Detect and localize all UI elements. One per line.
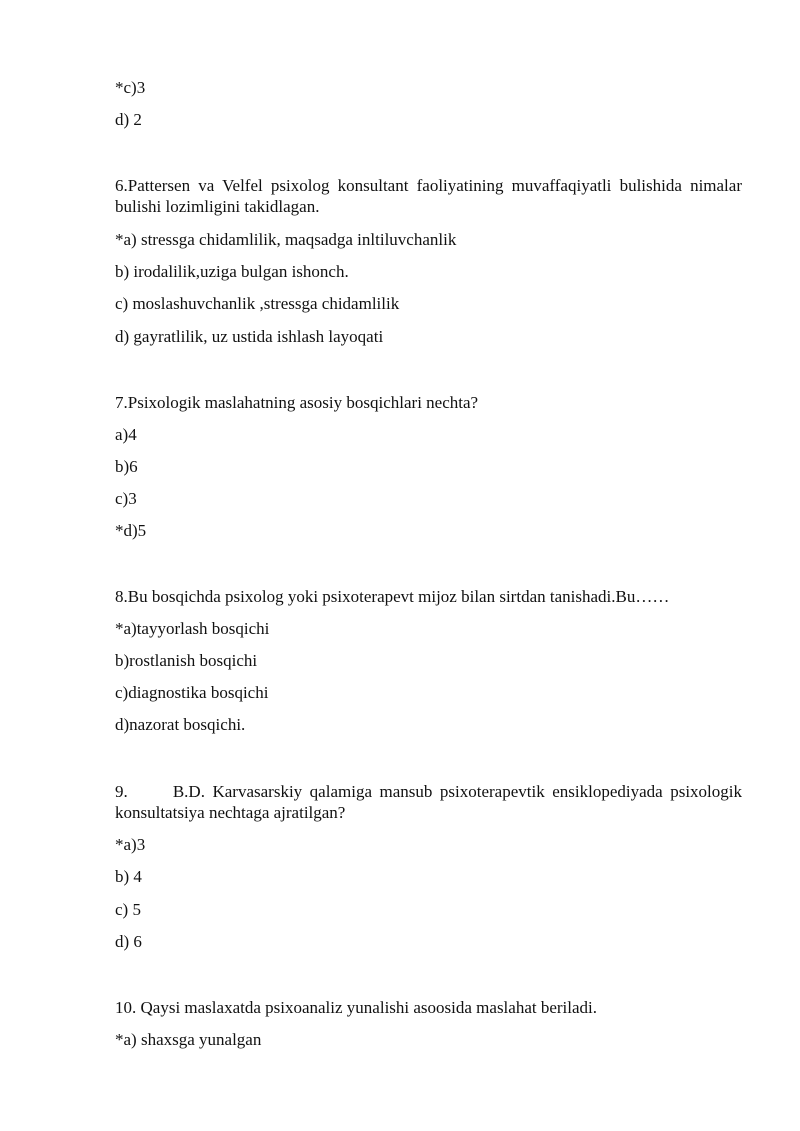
question-10-text: 10. Qaysi maslaxatda psixoanaliz yunalishi asoosida maslahat beriladi. xyxy=(115,998,598,1017)
question-8-text: 8.Bu bosqichda psixolog yoki psixoterapevt mijoz bilan sirtdan tanishadi.Bu…… xyxy=(115,587,670,606)
question-9-option-c: c) 5 xyxy=(115,900,141,919)
question-8-option-b: b)rostlanish bosqichi xyxy=(115,651,258,670)
question-8-option-c: c)diagnostika bosqichi xyxy=(115,683,269,702)
question-9-option-b: b) 4 xyxy=(115,867,142,886)
question-7-text: 7.Psixologik maslahatning asosiy bosqichlari nechta? xyxy=(115,393,479,412)
question-9-option-d: d) 6 xyxy=(115,932,142,951)
question-6-text: 6.Pattersen va Velfel psixolog konsultant faoliyatining muvaffaqiyatli bulishida nimalar bulishi lozimligini takidlagan. xyxy=(115,176,742,216)
question-9-option-a: *a)3 xyxy=(115,835,146,854)
question-6-option-a: *a) stressga chidamlilik, maqsadga inltiluvchanlik xyxy=(115,230,457,249)
question-9-text: 9. B.D. Karvasarskiy qalamiga mansub psixoterapevtik ensiklopediyada psixologik konsultatsiya nechtaga ajratilgan? xyxy=(115,782,742,822)
question-7-option-c: c)3 xyxy=(115,489,137,508)
question-6-option-d: d) gayratlilik, uz ustida ishlash layoqati xyxy=(115,327,384,346)
option-prev-c: *c)3 xyxy=(115,78,146,97)
question-8-option-d: d)nazorat bosqichi. xyxy=(115,715,246,734)
question-6-option-c: c) moslashuvchanlik ,stressga chidamlilik xyxy=(115,294,400,313)
question-7-option-b: b)6 xyxy=(115,457,138,476)
question-7-option-a: a)4 xyxy=(115,425,137,444)
question-7-option-d: *d)5 xyxy=(115,521,147,540)
question-8-option-a: *a)tayyorlash bosqichi xyxy=(115,619,270,638)
question-10-option-a: *a) shaxsga yunalgan xyxy=(115,1030,262,1049)
question-6-option-b: b) irodalilik,uziga bulgan ishonch. xyxy=(115,262,349,281)
option-prev-d: d) 2 xyxy=(115,110,142,129)
